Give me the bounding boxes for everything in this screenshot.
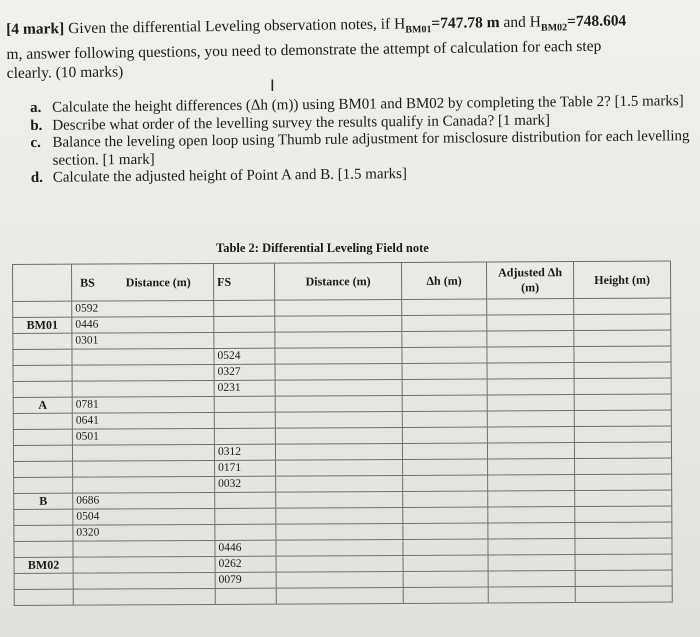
station-cell (14, 509, 73, 525)
height-cell (575, 586, 672, 603)
distance-cell (275, 315, 402, 332)
dh-cell (402, 395, 487, 411)
distance-cell (275, 443, 402, 460)
adjusted-dh-cell (487, 411, 574, 427)
dh-cell (403, 587, 488, 603)
height-cell (575, 506, 672, 523)
header-dh: Δh (m) (401, 262, 486, 299)
height-cell (575, 570, 672, 587)
question-letter: c. (30, 134, 41, 151)
dh-cell (403, 539, 488, 555)
dh-cell (403, 507, 488, 523)
bs-cell: 0504 (73, 508, 215, 525)
height-cell (574, 298, 671, 315)
distance-cell (275, 427, 402, 444)
distance-cell (276, 475, 403, 492)
header-station (13, 264, 72, 301)
question-letter: d. (30, 169, 43, 186)
adjusted-dh-cell (487, 379, 574, 395)
adjusted-dh-cell (487, 427, 574, 443)
fs-cell: 0327 (214, 364, 275, 380)
bs-cell: 0641 (72, 412, 214, 429)
text-cursor-icon: I (270, 76, 275, 95)
bs-cell: 0781 (72, 396, 214, 413)
distance-cell (276, 555, 403, 572)
bs-cell: 0501 (72, 428, 214, 445)
question-list (30, 93, 691, 187)
station-cell (13, 349, 72, 365)
dh-cell (403, 475, 488, 491)
dh-cell (402, 427, 487, 443)
station-cell (14, 541, 73, 557)
adjusted-dh-cell (488, 459, 575, 475)
question-text: Calculate the adjusted height of Point A and B. [1.5 marks] (52, 166, 407, 186)
dh-cell (402, 443, 487, 459)
bs-cell: 0686 (73, 492, 215, 509)
distance-cell (275, 379, 402, 396)
distance-cell (275, 299, 402, 316)
bs-cell (72, 444, 214, 461)
station-cell: BM01 (13, 317, 72, 333)
height-cell (575, 522, 672, 539)
adjusted-dh-cell (487, 347, 574, 363)
station-cell (13, 301, 72, 317)
station-cell: BM02 (14, 557, 73, 573)
height-cell (574, 330, 671, 347)
station-cell (13, 445, 72, 461)
dh-cell (402, 347, 487, 363)
fs-cell: 0446 (215, 540, 276, 556)
fs-cell (214, 428, 275, 444)
bs-cell: 0301 (72, 332, 214, 349)
adjusted-dh-cell (487, 443, 574, 459)
fs-cell: 0032 (215, 476, 276, 492)
station-cell (13, 365, 72, 381)
station-cell (14, 477, 73, 493)
distance-cell (276, 571, 403, 588)
height-cell (574, 426, 671, 443)
station-cell (14, 589, 73, 605)
station-cell (13, 333, 72, 349)
dh-cell (403, 571, 488, 587)
adjusted-dh-cell (488, 523, 575, 539)
distance-cell (276, 491, 403, 508)
header-height: Height (m) (573, 261, 670, 299)
intro-line2: m, answer following questions, you need to demonstrate the attempt of calculation for each step (6, 37, 602, 64)
header-distance-2: Distance (m) (274, 262, 401, 300)
question-text: Balance the leveling open loop using Thumb rule adjustment for misclosure distribution for each levelling section. [1 mark] (52, 128, 690, 169)
height-cell (574, 442, 671, 459)
dh-cell (402, 299, 487, 315)
fs-cell: 0524 (214, 348, 275, 364)
station-cell (14, 525, 73, 541)
height-cell (575, 458, 672, 475)
fs-cell: 0171 (215, 460, 276, 476)
fs-cell (215, 588, 276, 604)
adjusted-dh-cell (488, 475, 575, 491)
station-cell: B (14, 493, 73, 509)
header-bs: BS Distance (m) (72, 263, 214, 301)
height-cell (574, 362, 671, 379)
height-cell (575, 538, 672, 555)
intro-line1: Given the differential Leveling observation notes, if H (68, 15, 406, 38)
station-cell (13, 381, 72, 397)
question-letter: b. (30, 117, 43, 134)
bm01-subscript: BM01 (405, 24, 432, 36)
header-fs: FS (213, 263, 274, 300)
height-cell (575, 554, 672, 571)
bs-cell (73, 540, 215, 557)
bs-cell (72, 348, 214, 365)
distance-cell (276, 507, 403, 524)
station-cell (13, 429, 72, 445)
bs-cell (73, 460, 215, 477)
dh-cell (403, 555, 488, 571)
bm02-value: =748.604 (566, 12, 627, 31)
bs-cell: 0446 (72, 316, 214, 333)
question-text: Calculate the height differences (Δh (m)) using BM01 and BM02 by completing the Table 2? [1.5 marks] (51, 93, 684, 116)
station-cell (13, 413, 72, 429)
bm01-value: =747.78 m (431, 14, 500, 33)
adjusted-dh-cell (488, 555, 575, 571)
intro-line3: clearly. (10 marks) (6, 63, 124, 83)
adjusted-dh-cell (488, 491, 575, 507)
header-adjusted-dh: Adjusted Δh (m) (486, 262, 573, 299)
mark-label: [4 mark] (6, 20, 65, 38)
intro-and: and H (503, 13, 542, 32)
adjusted-dh-cell (487, 315, 574, 331)
adjusted-dh-cell (488, 587, 575, 603)
bs-cell: 0320 (73, 524, 215, 541)
distance-cell (275, 395, 402, 412)
adjusted-dh-cell (488, 539, 575, 555)
header-distance-1: Distance (m) (125, 274, 191, 289)
adjusted-dh-cell (488, 507, 575, 523)
dh-cell (403, 459, 488, 475)
adjusted-dh-cell (488, 571, 575, 587)
table-row (14, 586, 672, 605)
dh-cell (402, 379, 487, 395)
bs-cell: 0592 (72, 300, 214, 317)
distance-cell (276, 587, 403, 604)
problem-intro (6, 10, 695, 83)
dh-cell (403, 523, 488, 539)
height-cell (574, 346, 671, 363)
question-letter: a. (30, 99, 42, 116)
adjusted-dh-cell (487, 299, 574, 315)
fs-cell: 0312 (214, 444, 275, 460)
bs-cell (73, 476, 215, 493)
distance-cell (275, 411, 402, 428)
dh-cell (402, 331, 487, 347)
dh-cell (402, 315, 487, 331)
distance-cell (276, 459, 403, 476)
dh-cell (402, 363, 487, 379)
fs-cell (215, 508, 276, 524)
dh-cell (403, 491, 488, 507)
height-cell (575, 474, 672, 491)
fs-cell: 0262 (215, 556, 276, 572)
bs-cell (72, 380, 214, 397)
fs-cell (214, 300, 275, 316)
bs-cell (73, 556, 215, 573)
distance-cell (276, 539, 403, 556)
station-cell (14, 573, 73, 589)
station-cell: A (13, 397, 72, 413)
table-header-row (13, 261, 671, 301)
fs-cell: 0231 (214, 380, 275, 396)
fs-cell: 0079 (215, 572, 276, 588)
distance-cell (275, 363, 402, 380)
height-cell (574, 314, 671, 331)
adjusted-dh-cell (487, 395, 574, 411)
adjusted-dh-cell (487, 363, 574, 379)
height-cell (574, 410, 671, 427)
distance-cell (275, 347, 402, 364)
distance-cell (276, 523, 403, 540)
fs-cell (214, 316, 275, 332)
height-cell (574, 394, 671, 411)
fs-cell (214, 396, 275, 412)
fs-cell (214, 412, 275, 428)
bs-cell (73, 572, 215, 589)
bs-cell (72, 364, 214, 381)
height-cell (574, 378, 671, 395)
bs-cell (73, 588, 215, 605)
leveling-field-table (12, 261, 673, 606)
question-text: Describe what order of the levelling survey the results qualify in Canada? [1 mark] (52, 112, 551, 134)
height-cell (575, 490, 672, 507)
station-cell (14, 461, 73, 477)
distance-cell (275, 331, 402, 348)
bm02-subscript: BM02 (540, 22, 568, 34)
fs-cell (215, 524, 276, 540)
dh-cell (402, 411, 487, 427)
fs-cell (214, 332, 275, 348)
adjusted-dh-cell (487, 331, 574, 347)
table-caption: Table 2: Differential Leveling Field note (216, 241, 429, 255)
fs-cell (215, 492, 276, 508)
